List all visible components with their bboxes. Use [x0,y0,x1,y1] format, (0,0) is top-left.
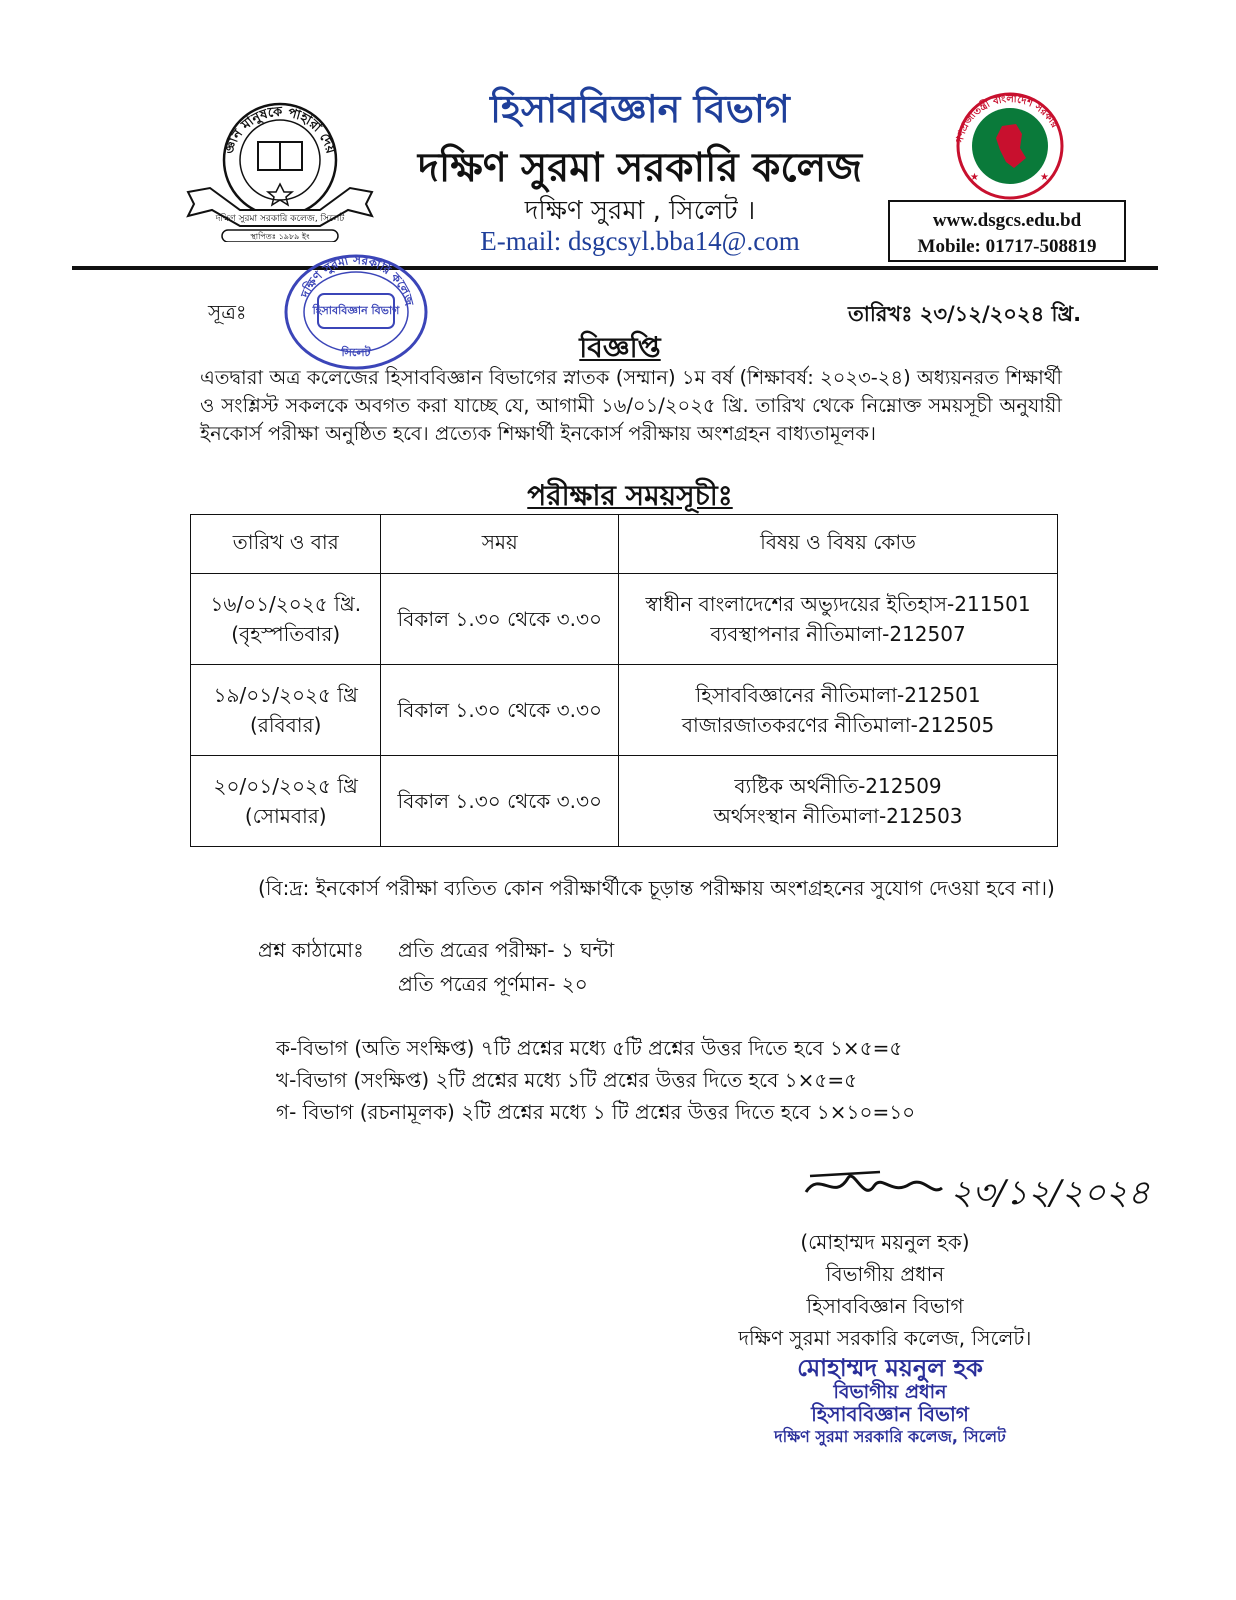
time-cell: বিকাল ১.৩০ থেকে ৩.৩০ [381,665,619,756]
subject-cell [619,756,1058,847]
subject-line: ব্যষ্টিক অর্থনীতি-212509 [734,774,942,798]
svg-text:গণপ্রজাতন্ত্রী বাংলাদেশ সরকার: গণপ্রজাতন্ত্রী বাংলাদেশ সরকার [954,93,1060,145]
subject-cell [619,665,1058,756]
subject-line: বাজারজাতকরণের নীতিমালা-212505 [681,713,995,737]
section-ga: গ- বিভাগ (রচনামূলক) ২টি প্রশ্নের মধ্যে ১ টি প্রশ্নের উত্তর দিতে হবে ১×১০=১০ [276,1100,916,1124]
table-row [191,665,1058,756]
svg-text:সিলেট: সিলেট [341,346,371,359]
college-location: দক্ষিণ সুরমা , সিলেট । [524,196,756,226]
notice-title: বিজ্ঞপ্তি [579,331,661,364]
reference-label: সূত্রঃ [208,300,247,324]
signatory-department: হিসাববিজ্ঞান বিভাগ [806,1294,964,1318]
section-kha: খ-বিভাগ (সংক্ষিপ্ত) ২টি প্রশ্নের মধ্যে ১টি প্রশ্নের উত্তর দিতে হবে ১×৫=৫ [276,1068,858,1092]
exam-schedule-table [190,514,1058,847]
handwritten-signature [800,1158,1150,1228]
svg-text:হিসাববিজ্ঞান বিভাগ: হিসাববিজ্ঞান বিভাগ [312,304,400,317]
subject-line: ব্যবস্থাপনার নীতিমালা-212507 [710,622,966,646]
website-url: www.dsgcs.edu.bd [932,210,1082,231]
exam-date: ১৯/০১/২০২৫ খ্রি [213,683,358,707]
column-header-subject: বিষয় ও বিষয় কোড [619,515,1058,574]
special-note: (বি:দ্র: ইনকোর্স পরীক্ষা ব্যতিত কোন পরীক্ষার্থীকে চূড়ান্ত পরীক্ষায় অংশগ্রহনের সুযোগ দেওয়া হবে না।) [258,876,1055,900]
email-address: E-mail: dsgcsyl.bba14@.com [480,226,800,256]
subject-cell [619,574,1058,665]
schedule-title: পরীক্ষার সময়সূচীঃ [527,479,733,512]
table-header-row [191,515,1058,574]
department-stamp [280,252,432,372]
signatory-name: (মোহাম্মদ ময়নুল হক) [800,1230,970,1254]
signatory-college: দক্ষিণ সুরমা সরকারি কলেজ, সিলেট। [738,1326,1032,1350]
college-logo [180,92,380,242]
subject-line: হিসাববিজ্ঞানের নীতিমালা-212501 [695,683,981,707]
svg-text:জ্ঞান মানুষকে পাহারা দেয়: জ্ঞান মানুষকে পাহারা দেয় [221,104,338,157]
seal-name: মোহাম্মদ ময়নুল হক [797,1354,983,1382]
full-marks: প্রতি পত্রের পূর্ণমান- ২০ [398,972,588,996]
section-ka: ক-বিভাগ (অতি সংক্ষিপ্ত) ৭টি প্রশ্নের মধ্যে ৫টি প্রশ্নের উত্তর দিতে হবে ১×৫=৫ [276,1036,903,1060]
column-header-time: সময় [381,515,619,574]
svg-text:★: ★ [970,172,979,183]
date-cell [191,574,381,665]
seal-department: হিসাববিজ্ঞান বিভাগ [811,1402,969,1426]
svg-text:দক্ষিণ সুরমা সরকারি কলেজ, সিলে: দক্ষিণ সুরমা সরকারি কলেজ, সিলেট [215,214,345,224]
mobile-number: Mobile: 01717-508819 [917,236,1097,257]
date-cell [191,665,381,756]
exam-day: (রবিবার) [250,713,322,737]
issue-date: তারিখঃ ২৩/১২/২০২৪ খ্রি. [848,302,1082,326]
department-title: হিসাববিজ্ঞান বিভাগ [490,87,790,131]
government-seal [940,90,1080,200]
svg-text:২৩/১২/২০২৪: ২৩/১২/২০২৪ [950,1173,1150,1213]
column-header-date: তারিখ ও বার [191,515,381,574]
table-row [191,756,1058,847]
seal-college: দক্ষিণ সুরমা সরকারি কলেজ, সিলেট [774,1427,1006,1446]
signatory-designation: বিভাগীয় প্রধান [825,1262,945,1286]
time-cell: বিকাল ১.৩০ থেকে ৩.৩০ [381,574,619,665]
subject-line: স্বাধীন বাংলাদেশের অভ্যুদয়ের ইতিহাস-211501 [645,592,1031,616]
subject-line: অর্থসংস্থান নীতিমালা-212503 [713,804,963,828]
notice-body: এতদ্বারা অত্র কলেজের হিসাববিজ্ঞান বিভাগের স্নাতক (সম্মান) ১ম বর্ষ (শিক্ষাবর্ষ: ২০২৩-২৪) অধ্যয়নরত শিক্ষার্থী ও সংশ্লিস্ট সকলকে অবগত করা যাচ্ছে যে, আগামী ১৬/০১/২০২৫ খ্রি. তারিখ থেকে নিম্নোক্ত সময়সূচী অনুযায়ী ইনকোর্স পরীক্ষা অনুষ্ঠিত হবে। প্রত্যেক শিক্ষার্থী ইনকোর্স পরীক্ষায় অংশগ্রহন বাধ্যতামূলক। [200,366,1062,445]
date-cell [191,756,381,847]
exam-duration: প্রতি প্রত্রের পরীক্ষা- ১ ঘন্টা [398,938,615,962]
question-structure-label: প্রশ্ন কাঠামোঃ [258,938,364,962]
exam-date: ২০/০১/২০২৫ খ্রি [213,774,358,798]
exam-date: ১৬/০১/২০২৫ খ্রি. [210,592,362,616]
exam-day: (সোমবার) [244,804,327,828]
contact-box [888,200,1126,262]
table-row [191,574,1058,665]
seal-designation: বিভাগীয় প্রধান [833,1381,947,1403]
svg-text:★: ★ [1040,172,1049,183]
svg-text:স্থাপিতঃ ১৯৮৯ ইং: স্থাপিতঃ ১৯৮৯ ইং [250,232,310,241]
svg-text:দক্ষিণ সুরমা সরকারি কলেজ: দক্ষিণ সুরমা সরকারি কলেজ [298,252,417,308]
time-cell: বিকাল ১.৩০ থেকে ৩.৩০ [381,756,619,847]
college-name: দক্ষিণ সুরমা সরকারি কলেজ [417,145,863,191]
header-rule [72,266,1158,270]
exam-day: (বৃহস্পতিবার) [231,622,341,646]
